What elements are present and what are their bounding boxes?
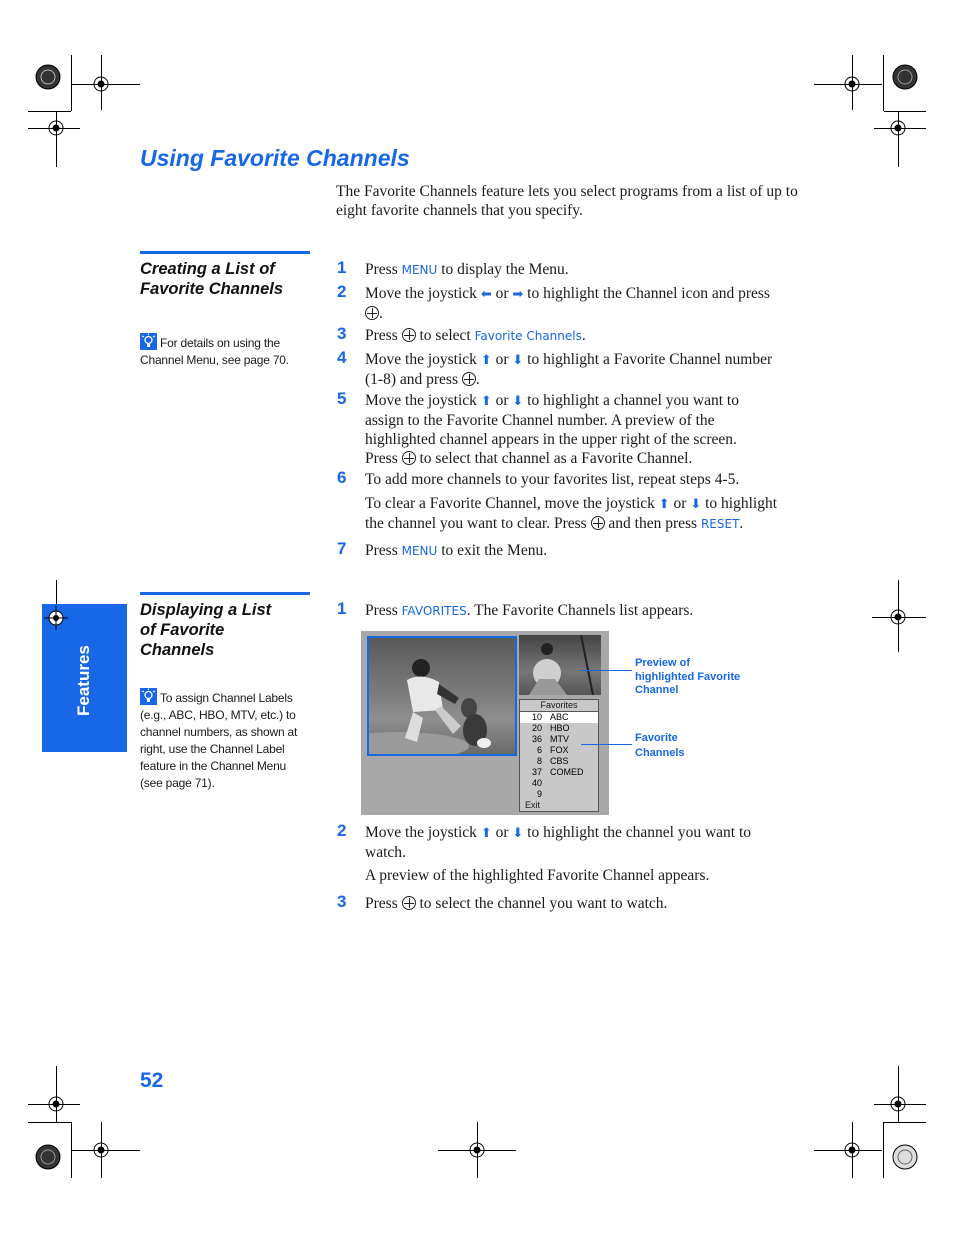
arrow-up-icon: ⬆	[480, 394, 492, 409]
favorites-list-title: Favorites	[520, 700, 598, 712]
step-text: Press MENU to display the Menu.	[365, 261, 569, 278]
callout-preview: Preview of highlighted Favorite Channel	[635, 657, 741, 696]
favorites-list-row[interactable]: 40	[531, 778, 542, 788]
favorites-list-row[interactable]: 8 CBS	[536, 756, 569, 766]
joystick-press-icon	[402, 896, 416, 910]
favorites-list-row[interactable]: 6 FOX	[536, 745, 569, 755]
tip-note: To assign Channel Labels (e.g., ABC, HBO, MTV, etc.) to channel numbers, as shown at right, use the Channel Label feature in the Channel Menu (see page 71).	[140, 688, 310, 792]
step-text: Move the joystick ⬆ or ⬇ to highlight a channel you want to assign to the Favorite Channel number. A preview of the highlighted channel appears in the upper right of the screen. Press to select that channel as a Favorite Channel.	[365, 392, 739, 467]
favorites-exit[interactable]: Exit	[525, 800, 541, 810]
arrow-left-icon: ⬅	[480, 287, 492, 302]
favorites-list-row[interactable]: 9	[536, 789, 542, 799]
page-title: Using Favorite Channels	[140, 145, 410, 171]
arrow-up-icon: ⬆	[480, 826, 492, 841]
lightbulb-icon	[140, 333, 157, 350]
page-number: 52	[140, 1069, 164, 1092]
tv-screen-illustration	[361, 631, 609, 815]
arrow-up-icon: ⬆	[658, 497, 670, 512]
arrow-down-icon: ⬇	[512, 826, 524, 841]
section-divider	[140, 251, 310, 254]
favorites-list-panel	[519, 699, 599, 812]
step-number: 7	[337, 539, 347, 558]
intro-text: The Favorite Channels feature lets you select programs from a list of up to eight favorite channels that you specify.	[336, 183, 798, 219]
arrow-right-icon: ➡	[512, 287, 524, 302]
side-tab-label: Features	[74, 645, 93, 716]
section-heading: Displaying a List of Favorite Channels	[140, 601, 272, 659]
step-number: 4	[337, 348, 347, 367]
step-text: Press to select the channel you want to watch.	[365, 895, 668, 912]
joystick-press-icon	[462, 372, 476, 386]
step-text: Move the joystick ⬆ or ⬇ to highlight the channel you want to watch.	[365, 824, 752, 861]
step-note: To clear a Favorite Channel, move the joystick ⬆ or ⬇ to highlight the channel you want to clear. Press and then press RESET.	[365, 495, 778, 532]
favorites-list-row[interactable]: 10 ABC	[520, 712, 598, 723]
step-number: 2	[337, 821, 347, 840]
preview-window	[519, 635, 601, 695]
arrow-down-icon: ⬇	[512, 353, 524, 368]
favorites-list-row[interactable]: 37 COMED	[531, 767, 584, 777]
callout-line	[581, 744, 632, 745]
section-heading: Creating a List of Favorite Channels	[140, 260, 284, 298]
favorites-list-row[interactable]: 36 MTV	[531, 734, 569, 744]
step-text: Press to select Favorite Channels.	[365, 327, 586, 344]
step-number: 1	[337, 258, 347, 277]
callout-favorites: Favorite Channels	[635, 732, 685, 759]
step-number: 6	[337, 468, 347, 487]
registration-mark-icon	[44, 606, 68, 630]
step-number: 5	[337, 389, 347, 408]
arrow-down-icon: ⬇	[690, 497, 702, 512]
section-divider	[140, 592, 310, 595]
lightbulb-icon	[140, 688, 157, 705]
arrow-down-icon: ⬇	[512, 394, 524, 409]
step-text: Move the joystick ⬅ or ➡ to highlight the Channel icon and press .	[365, 285, 770, 322]
arrow-up-icon: ⬆	[480, 353, 492, 368]
step-text: To add more channels to your favorites list, repeat steps 4-5.	[365, 471, 740, 488]
callout-line	[581, 670, 632, 671]
football-player-image	[369, 638, 515, 754]
joystick-press-icon	[402, 328, 416, 342]
step-text: Press MENU to exit the Menu.	[365, 542, 548, 559]
step-text: Press FAVORITES. The Favorite Channels list appears.	[365, 602, 694, 619]
step-number: 1	[337, 599, 347, 618]
step-number: 2	[337, 282, 347, 301]
step-number: 3	[337, 892, 347, 911]
tip-note: For details on using the Channel Menu, see page 70.	[140, 333, 289, 369]
joystick-press-icon	[365, 306, 379, 320]
joystick-press-icon	[591, 516, 605, 530]
step-text: Move the joystick ⬆ or ⬇ to highlight a Favorite Channel number (1-8) and press .	[365, 351, 773, 388]
preview-image	[519, 635, 601, 695]
favorites-list-row[interactable]: 20 HBO	[531, 723, 570, 733]
joystick-press-icon	[402, 451, 416, 465]
main-picture	[367, 636, 517, 756]
step-number: 3	[337, 324, 347, 343]
step-note: A preview of the highlighted Favorite Channel appears.	[365, 867, 710, 884]
